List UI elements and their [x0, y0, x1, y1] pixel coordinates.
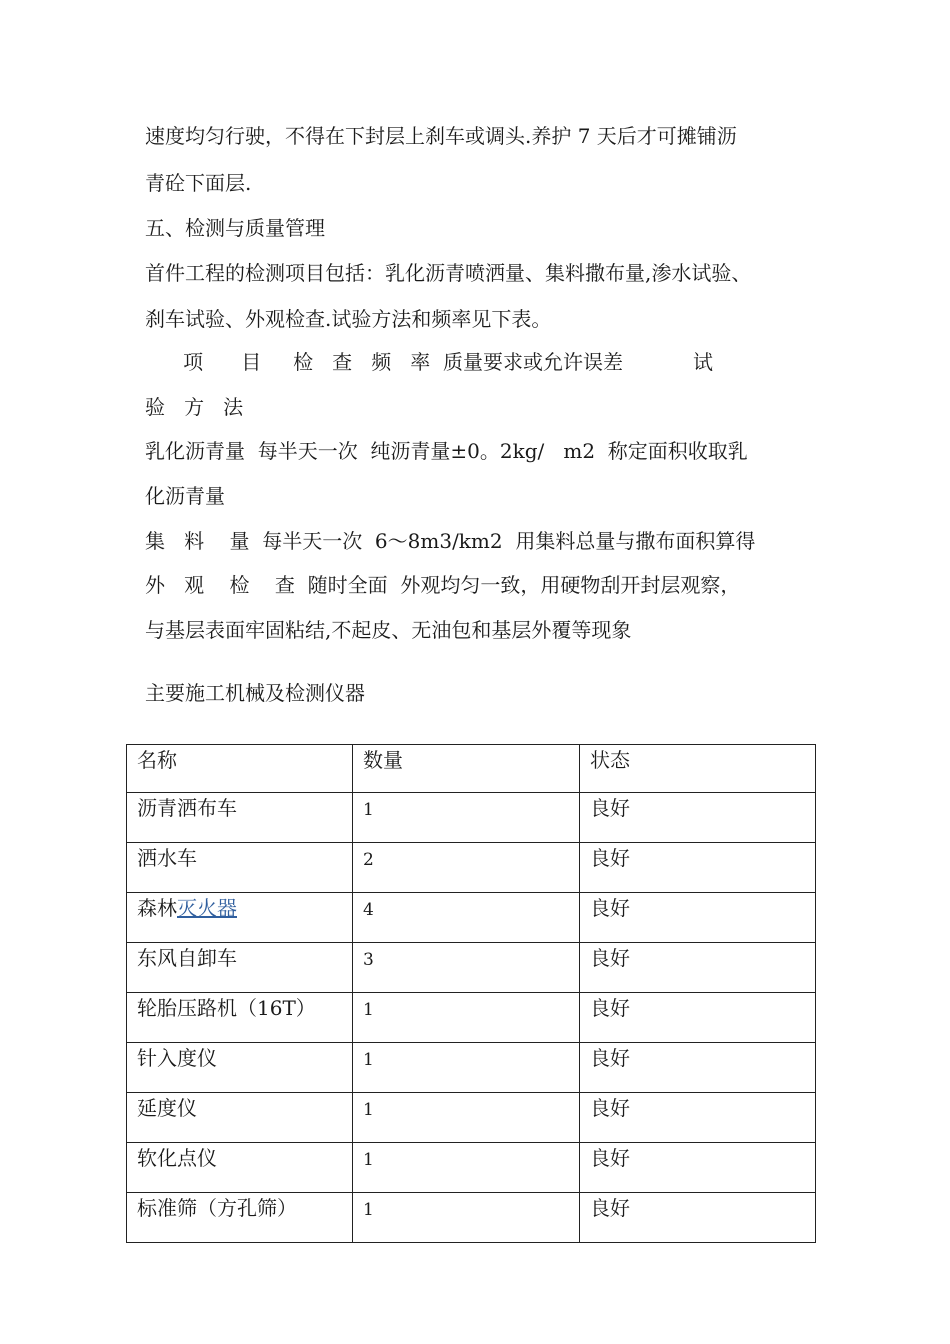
table-row [127, 943, 816, 993]
inline-table-row: 与基层表面牢固粘结,不起皮、无油包和基层外覆等现象 [145, 618, 632, 642]
equipment-table-title: 主要施工机械及检测仪器 [145, 681, 365, 705]
inline-table-row: 化沥青量 [145, 484, 225, 508]
header-name: 名称 [127, 745, 353, 793]
cell-quantity: 4 [353, 893, 580, 943]
cell-name: 软化点仪 [127, 1143, 353, 1193]
cell-name: 沥青洒布车 [127, 793, 353, 843]
cell-status: 良好 [580, 1043, 816, 1093]
cell-name: 针入度仪 [127, 1043, 353, 1093]
cell-quantity: 3 [353, 943, 580, 993]
header-status: 状态 [580, 745, 816, 793]
fire-extinguisher-link[interactable]: 灭火器 [177, 896, 237, 920]
cell-status: 良好 [580, 893, 816, 943]
cell-quantity: 2 [353, 843, 580, 893]
cell-name: 轮胎压路机（16T） [127, 993, 353, 1043]
cell-status: 良好 [580, 843, 816, 893]
cell-quantity: 1 [353, 1143, 580, 1193]
cell-quantity: 1 [353, 793, 580, 843]
cell-status: 良好 [580, 943, 816, 993]
cell-status: 良好 [580, 993, 816, 1043]
cell-quantity: 1 [353, 1093, 580, 1143]
inline-table-header: 项 目 检 查 频 率 质量要求或允许误差 试 [145, 350, 713, 374]
body-text-line: 首件工程的检测项目包括：乳化沥青喷洒量、集料撒布量,渗水试验、 [145, 261, 752, 285]
cell-name: 标准筛（方孔筛） [127, 1193, 353, 1243]
table-row [127, 1043, 816, 1093]
table-row [127, 793, 816, 843]
table-row [127, 993, 816, 1043]
inline-table-header: 验 方 法 [145, 395, 244, 419]
header-quantity: 数量 [353, 745, 580, 793]
table-row [127, 893, 816, 943]
cell-status: 良好 [580, 1193, 816, 1243]
cell-name: 延度仪 [127, 1093, 353, 1143]
body-text-line: 速度均匀行驶，不得在下封层上刹车或调头.养护 7 天后才可摊铺沥 [145, 124, 737, 148]
body-text-line: 刹车试验、外观检查.试验方法和频率见下表。 [145, 307, 552, 331]
cell-name: 东风自卸车 [127, 943, 353, 993]
table-row [127, 1093, 816, 1143]
table-header-row [127, 745, 816, 793]
table-row [127, 1143, 816, 1193]
cell-status: 良好 [580, 1143, 816, 1193]
cell-quantity: 1 [353, 1193, 580, 1243]
inline-table-row: 乳化沥青量 每半天一次 纯沥青量±0。2kg/ m2 称定面积收取乳 [145, 439, 748, 463]
cell-name-prefix: 森林 [137, 896, 177, 920]
inline-table-row: 集 料 量 每半天一次 6～8m3/km2 用集料总量与撒布面积算得 [145, 529, 756, 553]
cell-quantity: 1 [353, 993, 580, 1043]
cell-status: 良好 [580, 1093, 816, 1143]
cell-quantity: 1 [353, 1043, 580, 1093]
equipment-table [126, 744, 816, 1243]
table-row [127, 1193, 816, 1243]
cell-status: 良好 [580, 793, 816, 843]
body-text-line: 青砼下面层. [145, 171, 252, 195]
section-heading: 五、检测与质量管理 [145, 216, 325, 240]
cell-name: 洒水车 [127, 843, 353, 893]
cell-name [127, 893, 353, 943]
inline-table-row: 外 观 检 查 随时全面 外观均匀一致，用硬物刮开封层观察， [145, 573, 741, 597]
table-row [127, 843, 816, 893]
